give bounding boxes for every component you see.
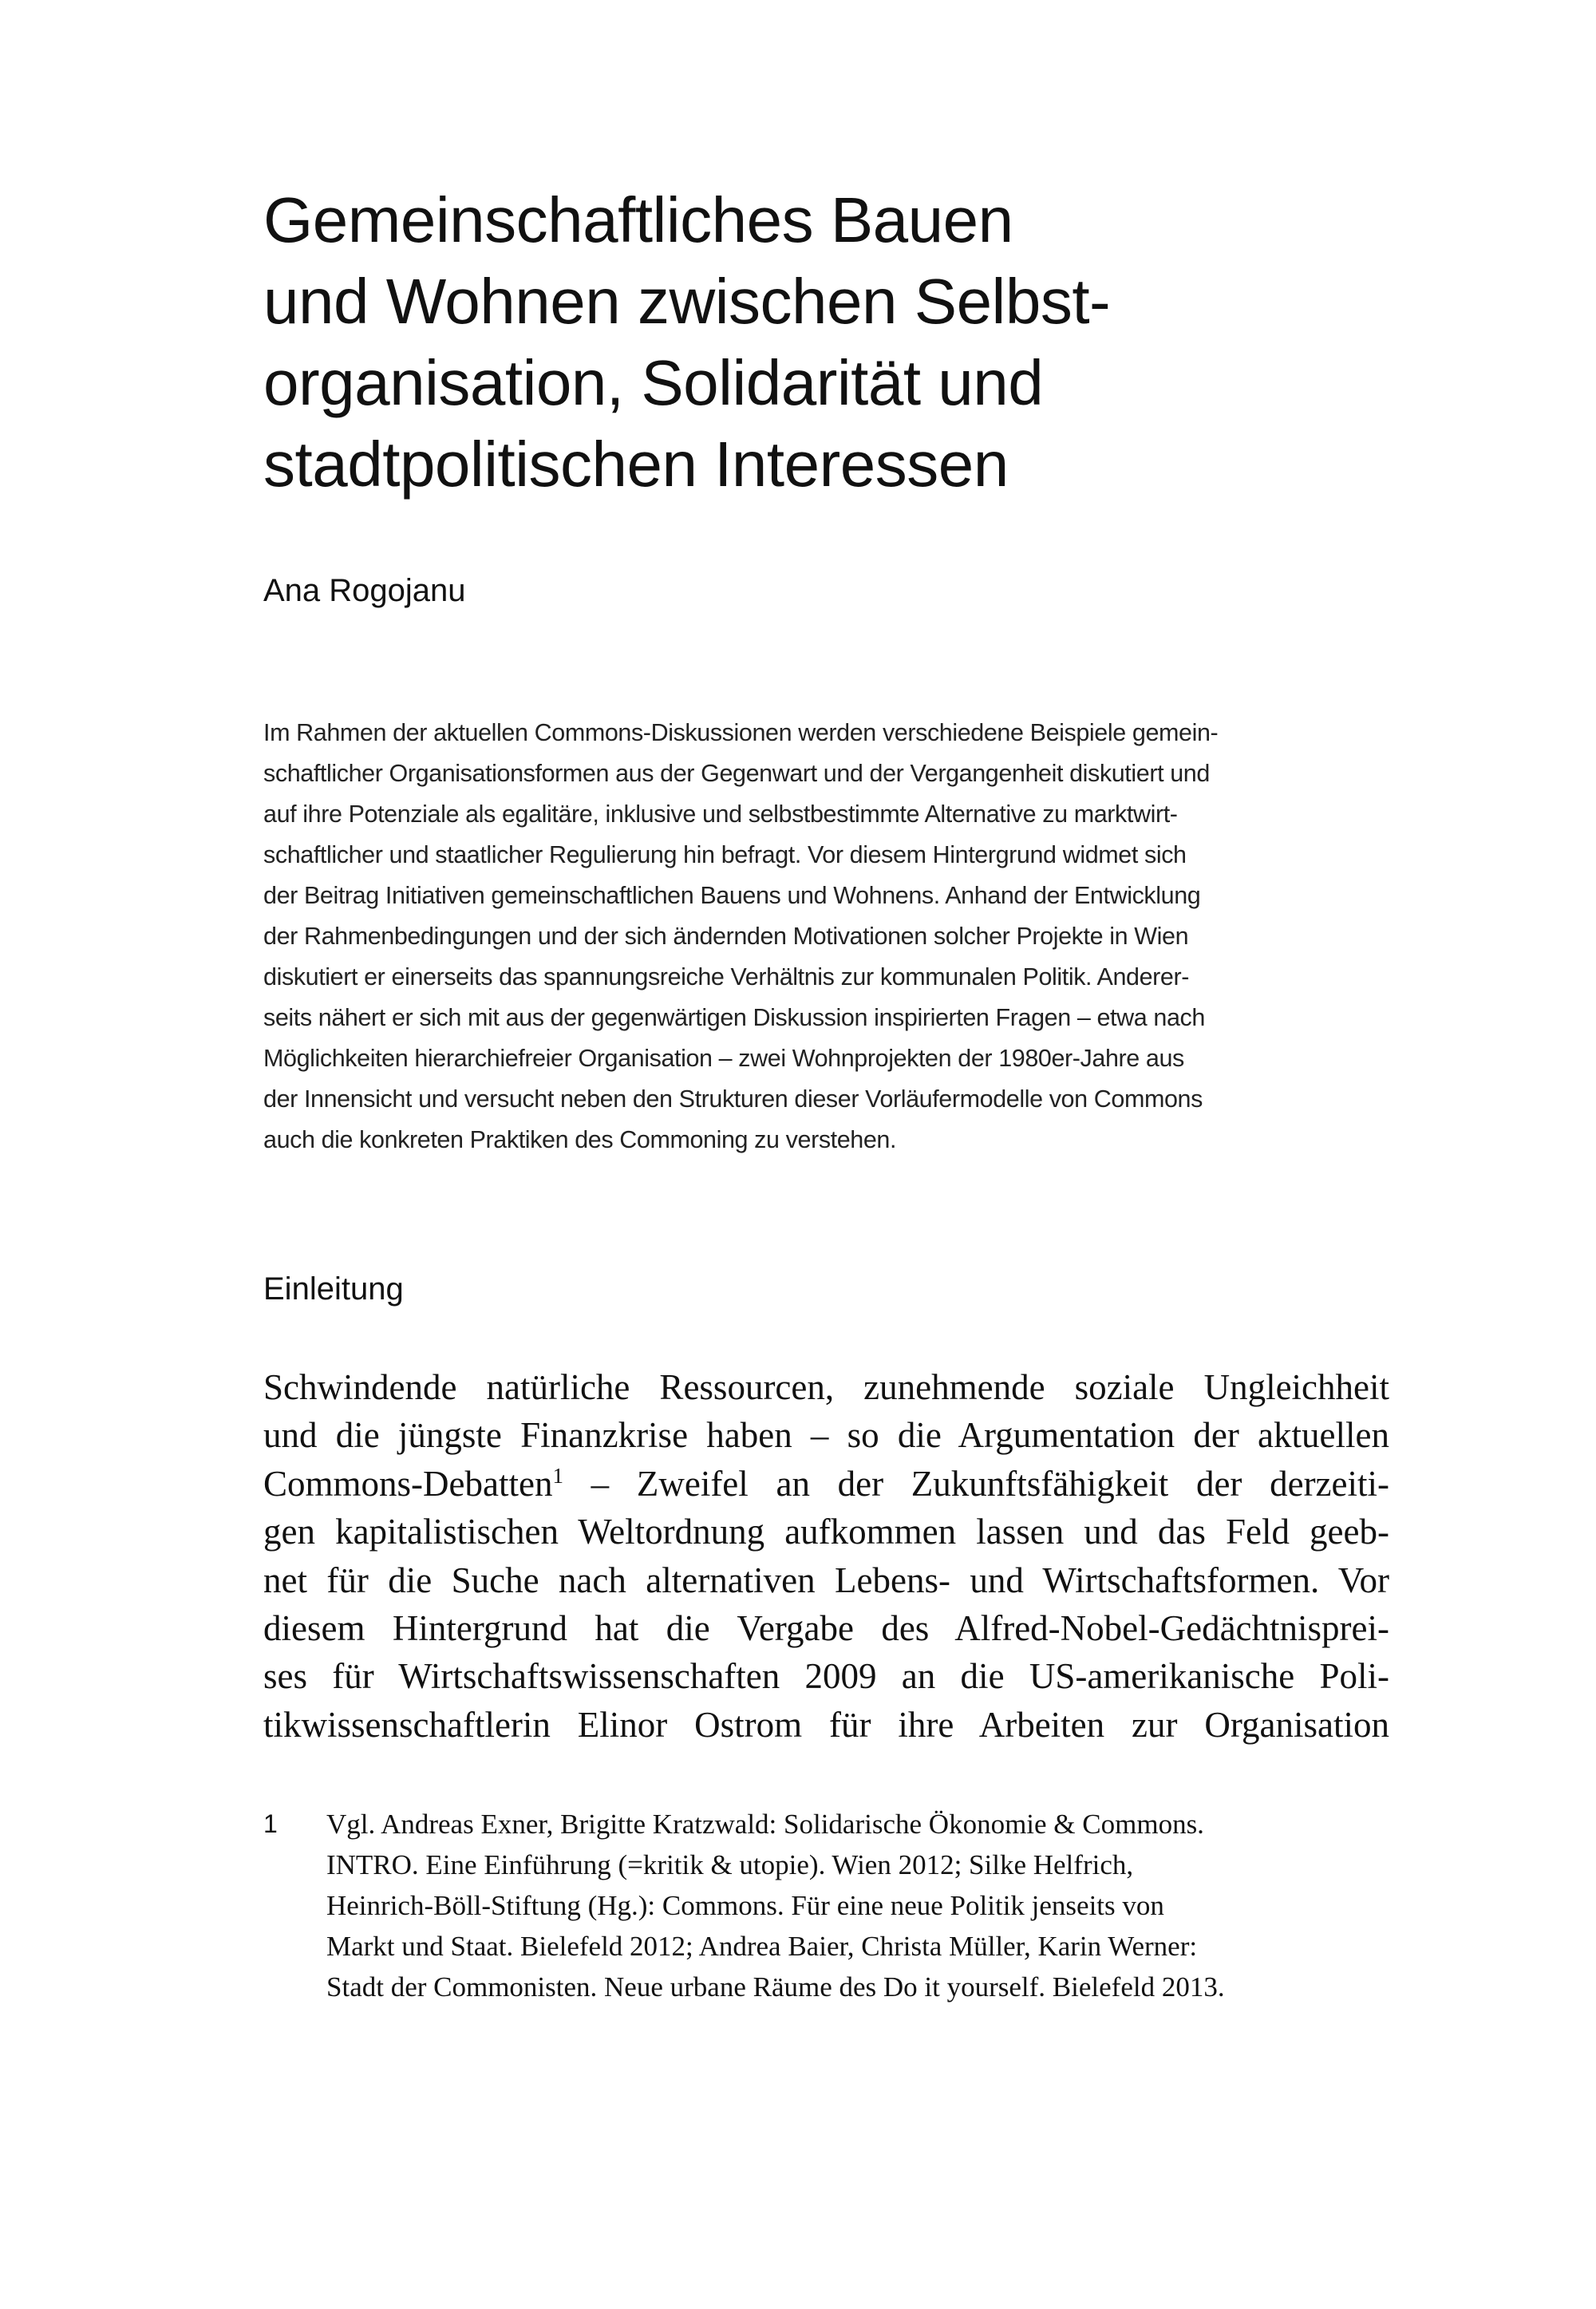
abstract-line: Möglichkeiten hierarchiefreier Organisation – zwei Wohnprojekten der 1980er-Jahre aus — [263, 1045, 1184, 1072]
body-line: tikwissenschaftlerin Elinor Ostrom für ihre Arbeiten zur Organisation — [263, 1704, 1389, 1745]
footnote-line: Vgl. Andreas Exner, Brigitte Kratzwald: Solidarische Ökonomie & Commons. — [326, 1809, 1204, 1840]
body-line: ses für Wirtschaftswissenschaften 2009 an die US-amerikanische Poli- — [263, 1656, 1389, 1697]
section-heading: Einleitung — [263, 1271, 404, 1307]
body-line-text: Commons-Debatten — [263, 1463, 553, 1504]
body-line: Schwindende natürliche Ressourcen, zunehmende soziale Ungleichheit — [263, 1367, 1389, 1407]
article-title — [263, 180, 1110, 505]
body-line-text: – Zweifel an der Zukunftsfähigkeit der derzeiti- — [563, 1463, 1389, 1504]
abstract-line: diskutiert er einerseits das spannungsreiche Verhältnis zur kommunalen Politik. Anderer- — [263, 963, 1189, 990]
footnote-line: Heinrich-Böll-Stiftung (Hg.): Commons. Für eine neue Politik jenseits von — [326, 1890, 1164, 1921]
title-line: stadtpolitischen Interessen — [263, 429, 1009, 500]
body-text — [263, 1363, 1389, 1749]
body-line — [263, 1460, 1389, 1508]
author-name: Ana Rogojanu — [263, 573, 466, 608]
title-line: Gemeinschaftliches Bauen — [263, 184, 1013, 255]
body-line: und die jüngste Finanzkrise haben – so die Argumentation der aktuellen — [263, 1415, 1389, 1456]
abstract-line: auch die konkreten Praktiken des Commoning zu verstehen. — [263, 1126, 897, 1153]
abstract-line: seits nähert er sich mit aus der gegenwärtigen Diskussion inspirierten Fragen – etwa nach — [263, 1004, 1205, 1031]
footnote-line: Stadt der Commonisten. Neue urbane Räume des Do it yourself. Bielefeld 2013. — [326, 1971, 1225, 2003]
footnote-text — [326, 1804, 1225, 2007]
body-line: diesem Hintergrund hat die Vergabe des Alfred-Nobel-Gedächtnisprei- — [263, 1608, 1389, 1649]
footnote-reference-link[interactable]: 1 — [552, 1463, 563, 1488]
title-line: organisation, Solidarität und — [263, 347, 1044, 418]
abstract-line: Im Rahmen der aktuellen Commons-Diskussionen werden verschiedene Beispiele gemein- — [263, 719, 1219, 746]
body-line: gen kapitalistischen Weltordnung aufkommen lassen und das Feld geeb- — [263, 1512, 1389, 1552]
abstract-line: der Innensicht und versucht neben den Strukturen dieser Vorläufermodelle von Commons — [263, 1085, 1203, 1113]
abstract-line: der Beitrag Initiativen gemeinschaftlichen Bauens und Wohnens. Anhand der Entwicklung — [263, 882, 1201, 909]
title-line: und Wohnen zwischen Selbst- — [263, 266, 1111, 337]
footnote-line: Markt und Staat. Bielefeld 2012; Andrea Baier, Christa Müller, Karin Werner: — [326, 1931, 1198, 1962]
abstract-line: der Rahmenbedingungen und der sich ändernden Motivationen solcher Projekte in Wien — [263, 923, 1189, 950]
footnote-line: INTRO. Eine Einführung (=kritik & utopie). Wien 2012; Silke Helfrich, — [326, 1849, 1134, 1880]
abstract — [263, 713, 1218, 1160]
abstract-line: schaftlicher und staatlicher Regulierung hin befragt. Vor diesem Hintergrund widmet sich — [263, 841, 1187, 868]
abstract-line: schaftlicher Organisationsformen aus der Gegenwart und der Vergangenheit diskutiert und — [263, 760, 1210, 787]
body-line: net für die Suche nach alternativen Lebens- und Wirtschaftsformen. Vor — [263, 1560, 1389, 1600]
footnote-number: 1 — [263, 1809, 278, 1838]
abstract-line: auf ihre Potenziale als egalitäre, inklusive und selbstbestimmte Alternative zu marktwirt- — [263, 801, 1178, 828]
